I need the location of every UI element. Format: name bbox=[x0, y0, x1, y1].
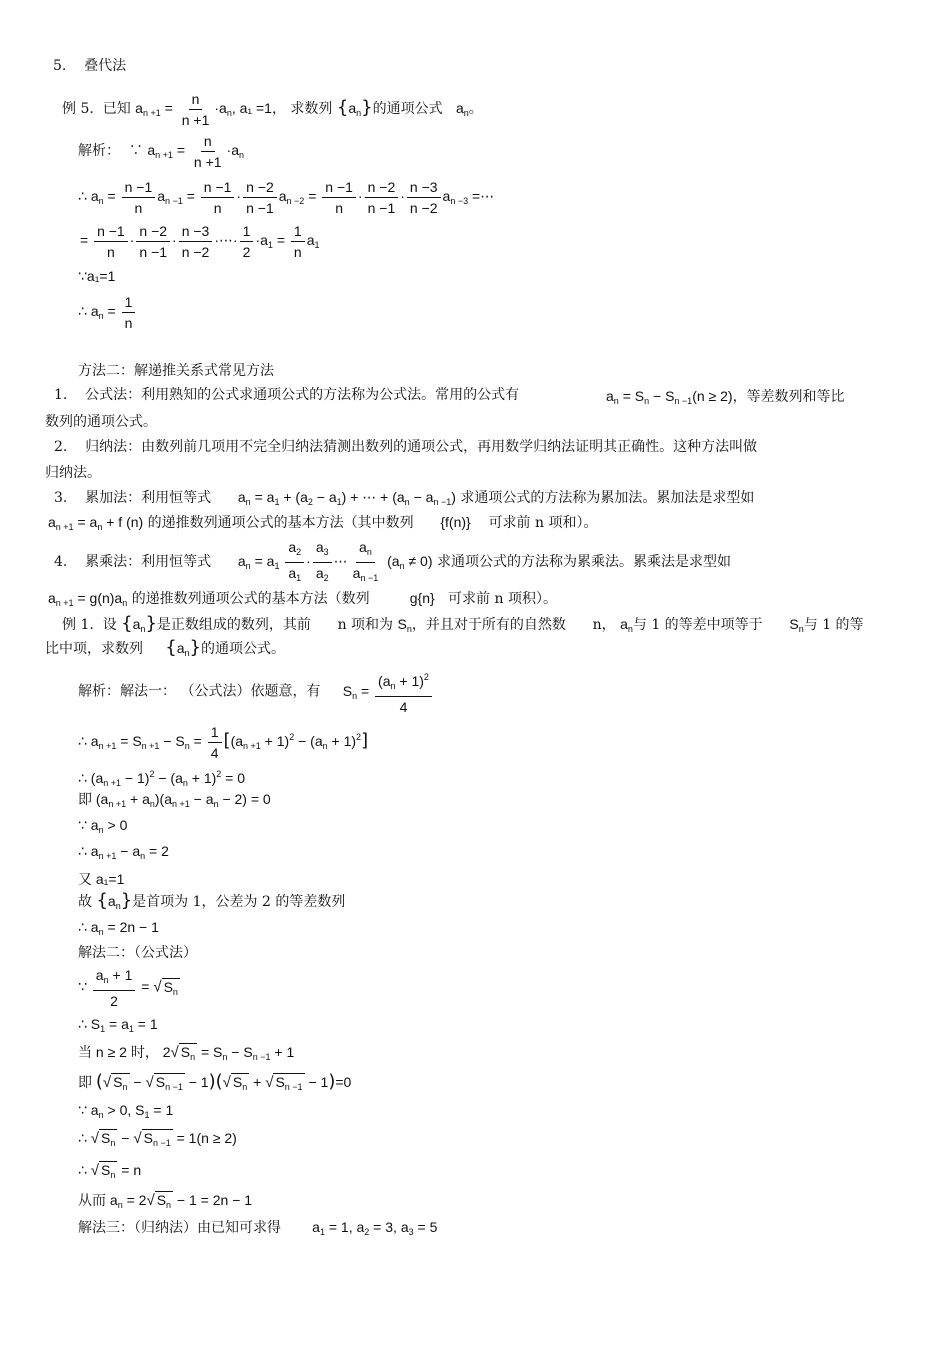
sequence-an-ex1-b: $\{a_n\}$ bbox=[165, 637, 201, 658]
solution-5-given: 解析： ∵ $a_{n +1}$ = $\frac{n}{n +1}$ $\cdot a_n$ bbox=[78, 132, 245, 170]
iteration-step-1: ∴ $a_n$ = $\frac{n -1}{n}$ $a_{n -1}$ = $\frac{n -1}{n}$ · $\frac{n -2}{n -1}$ $a_{n -2}$ = $\frac{n -1}{n}$ · $\frac{n -2}{n -1}$ · $\frac{n -3}{n -2}$ $a_{n -3}$ =⋯ bbox=[78, 178, 495, 216]
section-heading: 5. 叠代法 bbox=[53, 58, 127, 74]
method-item-2: 2. 归纳法：由数列前几项用不完全归纳法猜测出数列的通项公式，再用数学归纳法证明其正确性。这种方法叫做 bbox=[54, 439, 758, 455]
method-item-4: 4. 累乘法：利用恒等式 $a_n = a_1$ $\frac{a_2}{a_1}$ · $\frac{a_3}{a_2}$ ⋯ $\frac{a_n}{a_{n -1}}$ $(a_n \ne 0)$ 求通项公式的方法称为累乘法。累乘法是求型如 bbox=[54, 539, 731, 583]
s1-conclusion: 故 $\{a_n\}$是首项为 1，公差为 2 的等差数列 bbox=[78, 890, 346, 911]
sn-formula: $S_n$ = $\frac{(a_n + 1)^2}{4}$ bbox=[343, 683, 434, 699]
solution-3-head: 解法三：（归纳法）由已知可求得 $a_1 = 1$, $a_2 = 3$, $a_3 = 5$ bbox=[78, 1219, 438, 1237]
recurrence-restated: $a_{n +1}$ = $\frac{n}{n +1}$ $\cdot a_n$ bbox=[147, 132, 245, 170]
example-5-statement: 例 5. 已知 $a_{n +1}$ = $\frac{n}{n +1}$ $\cdot a_n$, a₁ =1， 求数列 $\{a_n\}$的通项公式 $a_n$。 bbox=[62, 90, 483, 128]
s2-line-7: 从而 $a_n = 2√$ $S_n - 1 = 2n - 1$ bbox=[78, 1192, 253, 1210]
sequence-an: $\{a_n\}$ bbox=[336, 97, 373, 118]
an-symbol-ex1: $a_n$ bbox=[620, 616, 633, 634]
recurrence-formula: $a_{n +1}$ = $\frac{n}{n +1}$ $\cdot a_n$ bbox=[135, 90, 232, 128]
method-2-title: 方法二：解递推关系式常见方法 bbox=[78, 363, 274, 379]
example-1-cont: 比中项，求数列 $\{a_n\}$的通项公式。 bbox=[45, 637, 285, 658]
s1-line-1: ∴ $a_{n +1} = S_{n +1} - S_n$ = $\frac{1}{4}$ $[(a_{n +1} + 1)^2 - (a_n + 1)^2]$ bbox=[78, 723, 369, 761]
s2-line-5: ∴ √ $S_n$ − √ $S_{n -1} = 1(n \ge 2)$ bbox=[78, 1130, 237, 1148]
method-item-4-cont: $a_{n +1} = g(n)a_n$ 的递推数列通项公式的基本方法（数列 g{n} 可求前 n 项积）。 bbox=[48, 590, 557, 608]
s1-line-2: ∴ $(a_{n +1} - 1)^2 - (a_n + 1)^2 = 0$ bbox=[78, 769, 246, 788]
example-1-statement: 例 1. 设 $\{a_n\}$是正数组成的数列，其前 n 项和为 $S_n$，并且对于所有的自然数 n， $a_n$与 1 的等差中项等于 $S_n$与 1 的等 bbox=[62, 613, 864, 634]
iteration-result: ∴ $a_n$ = $\frac{1}{n}$ bbox=[78, 291, 137, 336]
s2-line-3: 即 (√ $S_n$ − √ $S_{n -1} - 1)(√$ $S_n$ + √ $S_{n -1} - 1)=0$ bbox=[78, 1071, 352, 1092]
method-item-3: 3. 累加法：利用恒等式 $a_n = a_1 + (a_2 - a_1)$ + ⋯ + $(a_n - a_{n -1})$ 求通项公式的方法称为累加法。累加法是求型如 bbox=[54, 489, 755, 507]
s2-line-1: ∴ $S_1 = a_1 = 1$ bbox=[78, 1016, 158, 1034]
s2-line-2: 当 n ≥ 2 时， 2√ $S_n = S_n - S_{n -1} + 1$ bbox=[78, 1044, 295, 1062]
method-item-2-cont: 归纳法。 bbox=[45, 465, 101, 481]
method-item-1-formula: $a_n = S_n - S_{n -1}(n \ge 2)$，等差数列和等比 bbox=[606, 388, 845, 406]
method-item-1: 1. 公式法：利用熟知的公式求通项公式的方法称为公式法。常用的公式有 bbox=[54, 387, 520, 403]
initial-term: ∵a₁=1 bbox=[78, 268, 116, 284]
solution-2-head: 解法二：（公式法） bbox=[78, 945, 197, 961]
an-symbol: $a_n$ bbox=[455, 100, 469, 118]
solution-1-head: 解析：解法一： （公式法）依题意，有 $S_n$ = $\frac{(a_n + 1)^2}{4}$ bbox=[78, 668, 434, 716]
sequence-an-ex1: $\{a_n\}$ bbox=[121, 613, 157, 634]
s1-line-3: 即 $(a_{n +1} + a_n)(a_{n +1} - a_n - 2) = 0$ bbox=[78, 791, 271, 809]
sn-symbol: $S_n$ bbox=[397, 616, 412, 634]
s1-line-4: ∵ $a_n > 0$ bbox=[78, 817, 128, 835]
sequence-an-s1: $\{a_n\}$ bbox=[96, 890, 133, 911]
s1-result: ∴ $a_n = 2n - 1$ bbox=[78, 919, 159, 937]
s1-line-5: ∴ $a_{n +1} - a_n = 2$ bbox=[78, 843, 169, 861]
method-item-1-cont: 数列的通项公式。 bbox=[45, 414, 157, 430]
s2-line-6: ∴ √ $S_n = n$ bbox=[78, 1162, 142, 1180]
sn-symbol-2: $S_n$ bbox=[789, 616, 804, 634]
s1-line-6: 又 a₁=1 bbox=[78, 871, 125, 887]
s2-given: ∵ $\frac{a_n + 1}{2}$ = √ $S_n$ bbox=[78, 967, 178, 1009]
iteration-step-2: = $\frac{n -1}{n}$ · $\frac{n -2}{n -1}$ · $\frac{n -3}{n -2}$ ·⋯· $\frac{1}{2}$ $\cdot a_1$ = $\frac{1}{n}$ $a_1$ bbox=[80, 222, 320, 260]
method-item-3-cont: $a_{n +1} = a_n + f$ (n) 的递推数列通项公式的基本方法（其中数列 {f(n)} 可求前 n 项和）。 bbox=[48, 514, 598, 532]
s2-line-4: ∵ $a_n > 0$, $S_1 = 1$ bbox=[78, 1102, 174, 1120]
